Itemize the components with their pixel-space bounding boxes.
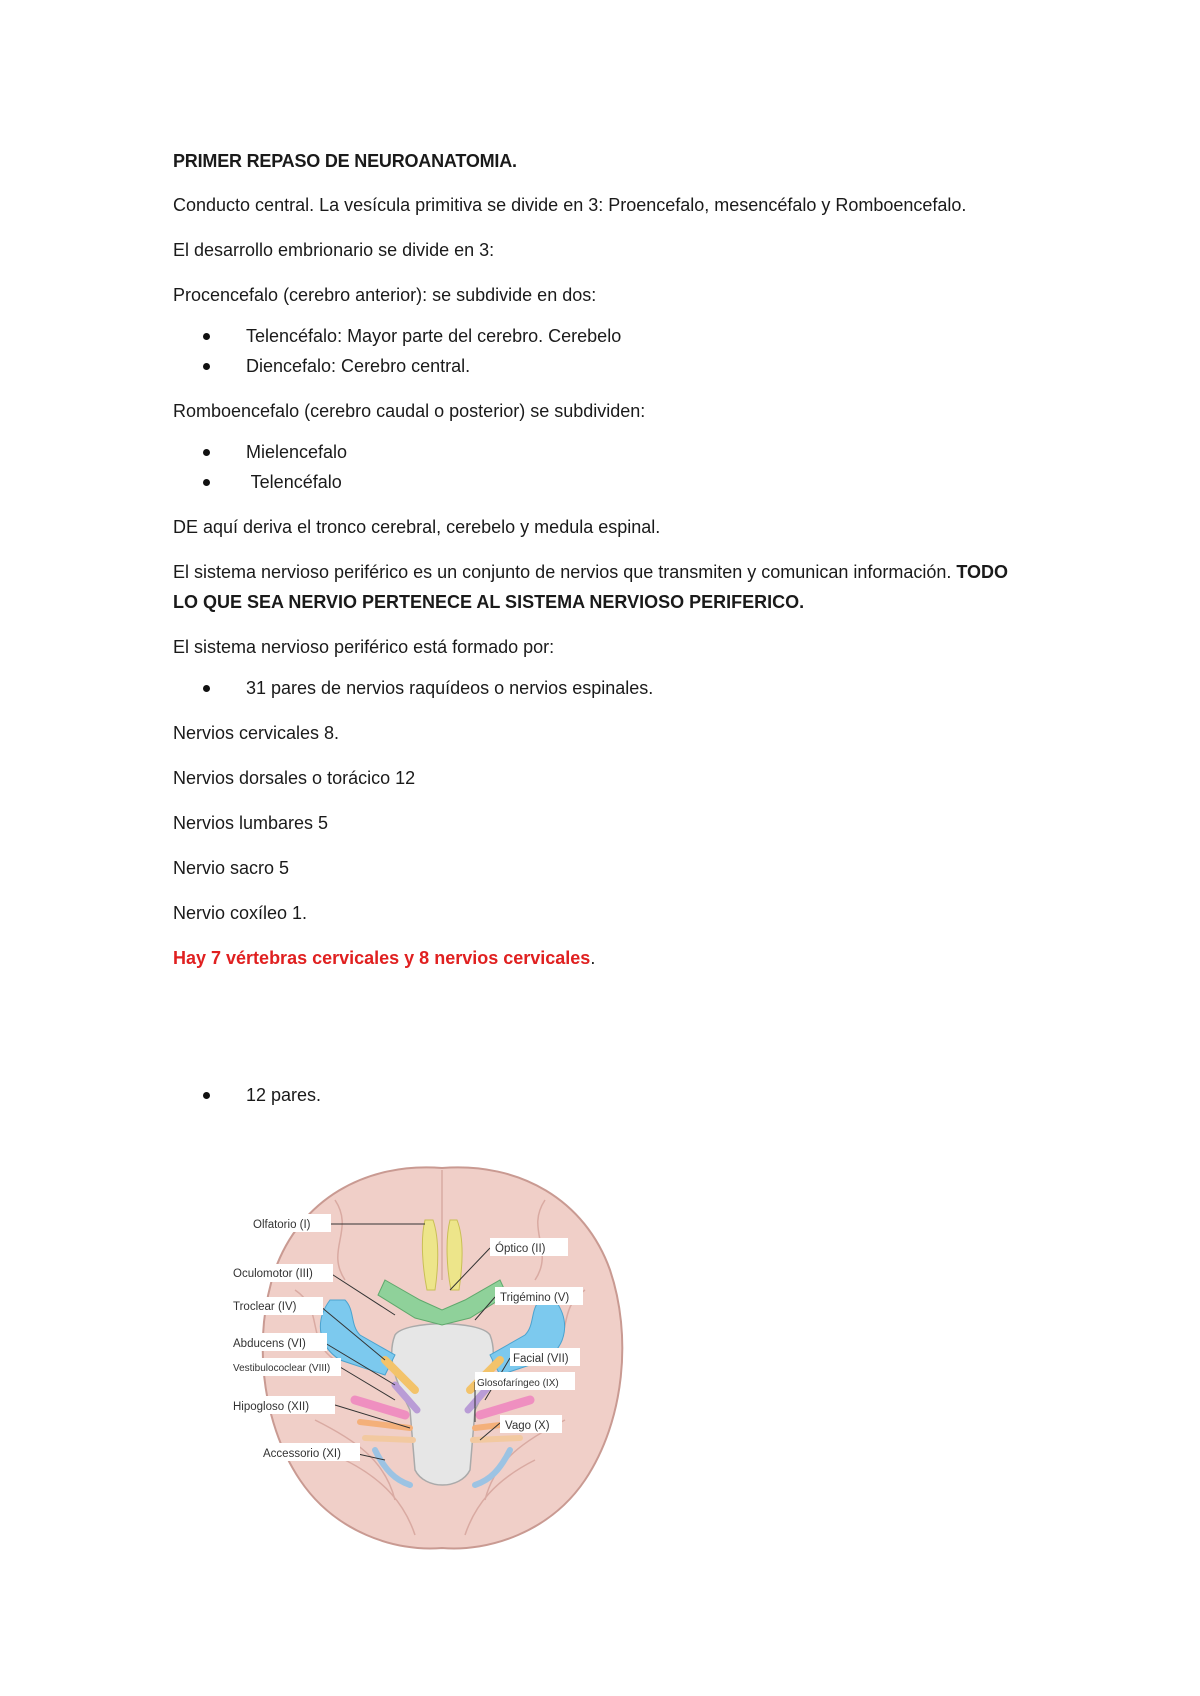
list-item: Telencéfalo: Mayor parte del cerebro. Cerebelo — [173, 321, 1033, 351]
raquideos-list — [173, 673, 1033, 703]
deriva-paragraph: DE aquí deriva el tronco cerebral, cerebelo y medula espinal. — [173, 517, 661, 537]
romboencefalo-list — [173, 437, 1033, 497]
label-trigemino: Trigémino (V) — [500, 1292, 570, 1304]
page-title: PRIMER REPASO DE NEUROANATOMIA. — [173, 151, 517, 171]
vagus-nerve — [365, 1438, 413, 1440]
nervio-line: Nervios cervicales 8. — [173, 723, 340, 743]
desarrollo-paragraph: El desarrollo embrionario se divide en 3: — [173, 240, 495, 260]
label-vestibulococlear: Vestibulococlear (VIII) — [233, 1363, 331, 1374]
highlight-end: . — [590, 948, 596, 968]
highlight-paragraph — [173, 943, 1033, 973]
list-item: 12 pares. — [173, 1080, 1033, 1110]
nervio-line: Nervios lumbares 5 — [173, 813, 329, 833]
label-olfatorio: Olfatorio (I) — [253, 1219, 311, 1231]
label-oculomotor: Oculomotor (III) — [233, 1268, 313, 1280]
romboencefalo-paragraph: Romboencefalo (cerebro caudal o posterior) se subdividen: — [173, 401, 646, 421]
list-item: Telencéfalo — [173, 467, 1033, 497]
olfactory-nerve — [422, 1220, 437, 1290]
label-hipogloso: Hipogloso (XII) — [233, 1401, 310, 1413]
nervio-line: Nervios dorsales o torácico 12 — [173, 768, 416, 788]
procencefalo-list — [173, 321, 1033, 381]
list-item: Mielencefalo — [173, 437, 1033, 467]
snp-paragraph — [173, 557, 1033, 617]
cranial-nerves-figure — [233, 1160, 640, 1555]
label-glosofaringeo: Glosofaríngeo (IX) — [477, 1378, 559, 1389]
label-accessorio: Accessorio (XI) — [263, 1448, 341, 1460]
intro-paragraph: Conducto central. La vesícula primitiva se divide en 3: Proencefalo, mesencéfalo y Romboencefalo. — [173, 195, 967, 215]
label-abducens: Abducens (VI) — [233, 1338, 306, 1350]
spacer — [173, 988, 1033, 1084]
label-optico: Óptico (II) — [495, 1243, 546, 1255]
nervio-line: Nervio sacro 5 — [173, 858, 290, 878]
snp-formado-paragraph: El sistema nervioso periférico está formado por: — [173, 637, 555, 657]
craneales-list — [173, 1080, 1033, 1110]
document-body — [173, 146, 1033, 1125]
list-item: Diencefalo: Cerebro central. — [173, 351, 1033, 381]
list-item: 31 pares de nervios raquídeos o nervios espinales. — [173, 673, 1033, 703]
brain-base-illustration — [233, 1160, 640, 1555]
label-vago: Vago (X) — [505, 1420, 550, 1432]
label-troclear: Troclear (IV) — [233, 1301, 297, 1313]
snp-bold-text: TODO LO QUE SEA NERVIO PERTENECE AL SISTEMA NERVIOSO PERIFERICO. — [173, 562, 1009, 612]
procencefalo-paragraph: Procencefalo (cerebro anterior): se subdivide en dos: — [173, 285, 597, 305]
snp-text: El sistema nervioso periférico es un conjunto de nervios que transmiten y comunican información. — [173, 562, 957, 582]
nervio-line: Nervio coxíleo 1. — [173, 903, 308, 923]
highlight-text: Hay 7 vértebras cervicales y 8 nervios cervicales — [173, 948, 591, 968]
label-facial: Facial (VII) — [513, 1353, 569, 1365]
